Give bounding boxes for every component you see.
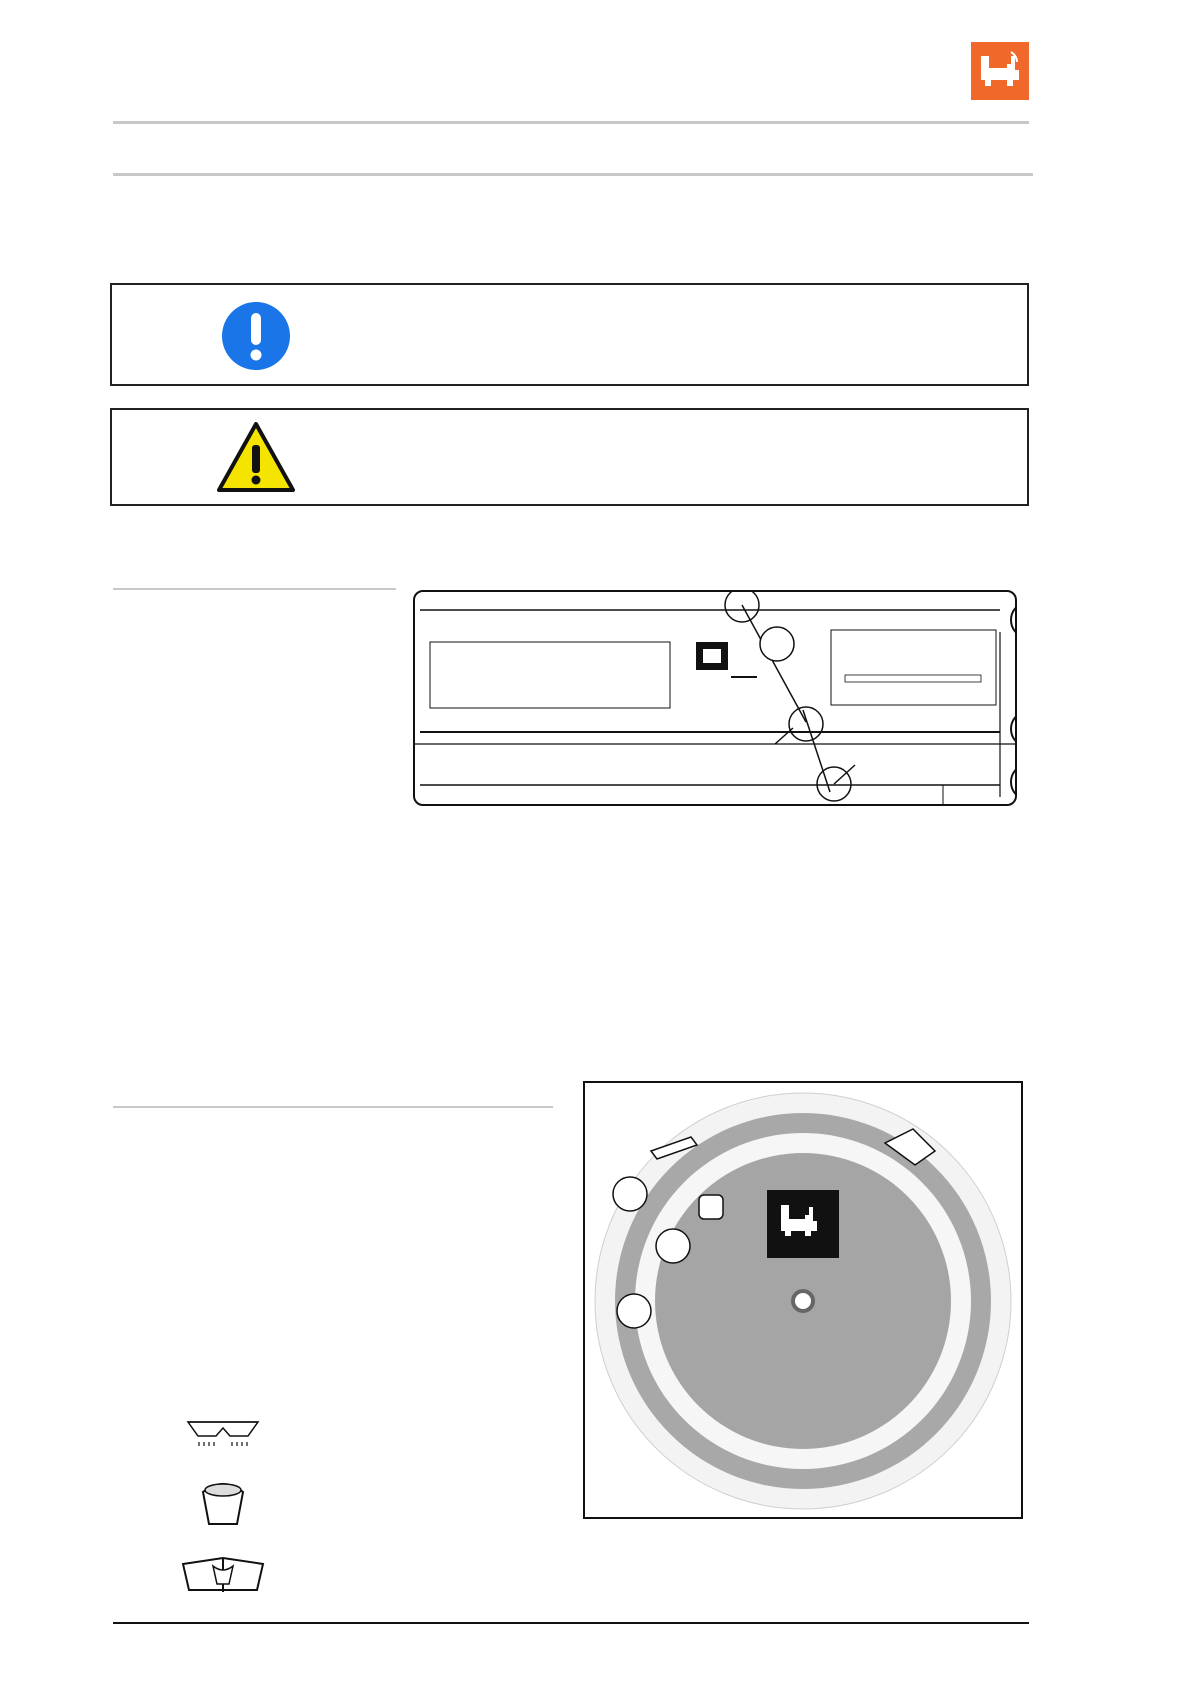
kgha-hopper-icon (185, 1412, 261, 1452)
warning-triangle-icon (216, 421, 296, 493)
disc-figure (583, 1081, 1023, 1519)
legend-kg (199, 1478, 247, 1528)
nomogram-svg (415, 592, 1015, 804)
header-rule-top (113, 121, 1029, 124)
amazone-logo (971, 42, 1029, 100)
nomogram-card (413, 590, 1017, 806)
legend-kgha (185, 1412, 261, 1452)
amazone-logo-icon (971, 42, 1029, 100)
legend-setting (181, 1554, 265, 1598)
footer-rule (113, 1622, 1029, 1624)
section-rule-1 (113, 588, 396, 590)
header-rule-bottom (113, 173, 1033, 176)
warning-notice (110, 408, 1029, 506)
machine-setting-icon (181, 1554, 265, 1598)
info-notice (110, 283, 1029, 386)
section-rule-2 (113, 1106, 553, 1108)
kg-bucket-icon (199, 1478, 247, 1528)
exclamation-icon (220, 300, 292, 372)
calculator-disc (585, 1083, 1021, 1517)
